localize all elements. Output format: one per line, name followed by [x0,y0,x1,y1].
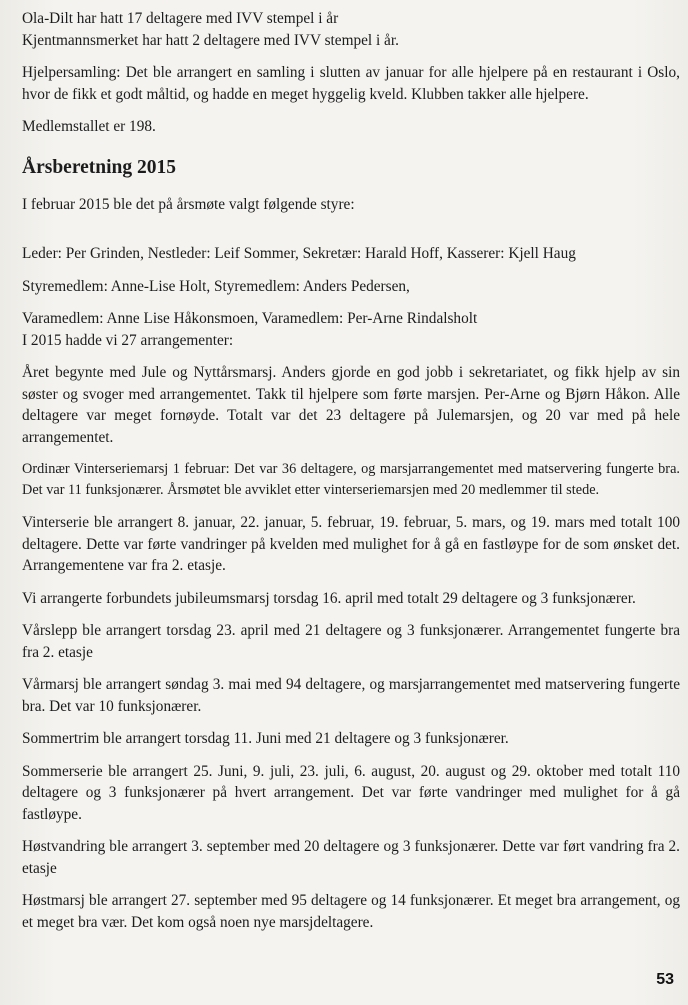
page-content [22,8,680,944]
section-heading: Årsberetning 2015 [22,156,177,178]
paragraph: Høstmarsj ble arrangert 27. september med 95 deltagere og 14 funksjonærer. Et meget bra arrangement, og et meget bra vær. Det kom også noen nye marsjdeltagere. [22,892,680,931]
paragraph-arrangementer-intro: I 2015 hadde vi 27 arrangementer: [22,331,234,349]
text-line: Ola-Dilt har hatt 17 deltagere med IVV stempel i år [22,10,339,27]
paragraph-intro: I februar 2015 ble det på årsmøte valgt følgende styre: [22,195,355,213]
paragraph: Vårslepp ble arrangert torsdag 23. april med 21 deltagere og 3 funksjonærer. Arrangementet fungerte bra fra 2. etasje [22,622,680,661]
text-line: Kjentmannsmerket har hatt 2 deltagere med IVV stempel i år. [22,31,399,49]
paragraph-medlemstall: Medlemstallet er 198. [22,118,156,135]
paragraph: Vi arrangerte forbundets jubileumsmarsj torsdag 16. april med totalt 29 deltagere og 3 funksjonærer. [22,589,636,607]
paragraph: Året begynte med Jule og Nyttårsmarsj. Anders gjorde en god jobb i sekretariatet, og fikk hjelp av sin søster og svoger med arrangementet. Takk til hjelpere som førte marsjen. Per-Arne og Bjørn Håkon. Alle deltagere var meget fornøyde. Totalt var det 23 deltagere på Julemarsjen, og 20 var med på hele arrangementet. [22,364,680,446]
spacer [22,226,680,243]
styre-line: Styremedlem: Anne-Lise Holt, Styremedlem: Anders Pedersen, [22,277,410,295]
paragraph: Sommertrim ble arrangert torsdag 11. Juni med 21 deltagere og 3 funksjonærer. [22,730,509,747]
page-number: 53 [656,971,674,988]
paragraph: Høstvandring ble arrangert 3. september med 20 deltagere og 3 funksjonærer. Dette var ført vandring fra 2. etasje [22,838,680,877]
paragraph: Sommerserie ble arrangert 25. Juni, 9. juli, 23. juli, 6. august, 20. august og 29. oktober med totalt 110 deltagere og 3 funksjonærer på hvert arrangement. Det var førte vandringer med mulighet for å gå fastløype. [22,762,680,823]
styre-line: Leder: Per Grinden, Nestleder: Leif Sommer, Sekretær: Harald Hoff, Kasserer: Kjell Haug [22,245,576,262]
paragraph: Vårmarsj ble arrangert søndag 3. mai med 94 deltagere, og marsjarrangementet med matservering fungerte bra. Det var 10 funksjonærer. [22,676,680,715]
paragraph-hjelpersamling: Hjelpersamling: Det ble arrangert en samling i slutten av januar for alle hjelpere på en restaurant i Oslo, hvor de fikk et godt måltid, og hadde en meget hyggelig kveld. Klubben takker alle hjelpere. [22,64,680,103]
styre-line: Varamedlem: Anne Lise Håkonsmoen, Varamedlem: Per-Arne Rindalsholt [22,310,478,327]
paragraph: Ordinær Vinterseriemarsj 1 februar: Det var 36 deltagere, og marsjarrangementet med matservering fungerte bra. Det var 11 funksjonærer. Årsmøtet ble avviklet etter vinterseriemarsjen med 20 medlemmer til stede. [22,461,680,498]
paragraph: Vinterserie ble arrangert 8. januar, 22. januar, 5. februar, 19. februar, 5. mars, og 19. mars med totalt 100 deltagere. Dette var førte vandringer på kvelden med mulighet for å gå en fastløype for de som ønsket det. Arrangementene var fra 2. etasje. [22,514,680,574]
